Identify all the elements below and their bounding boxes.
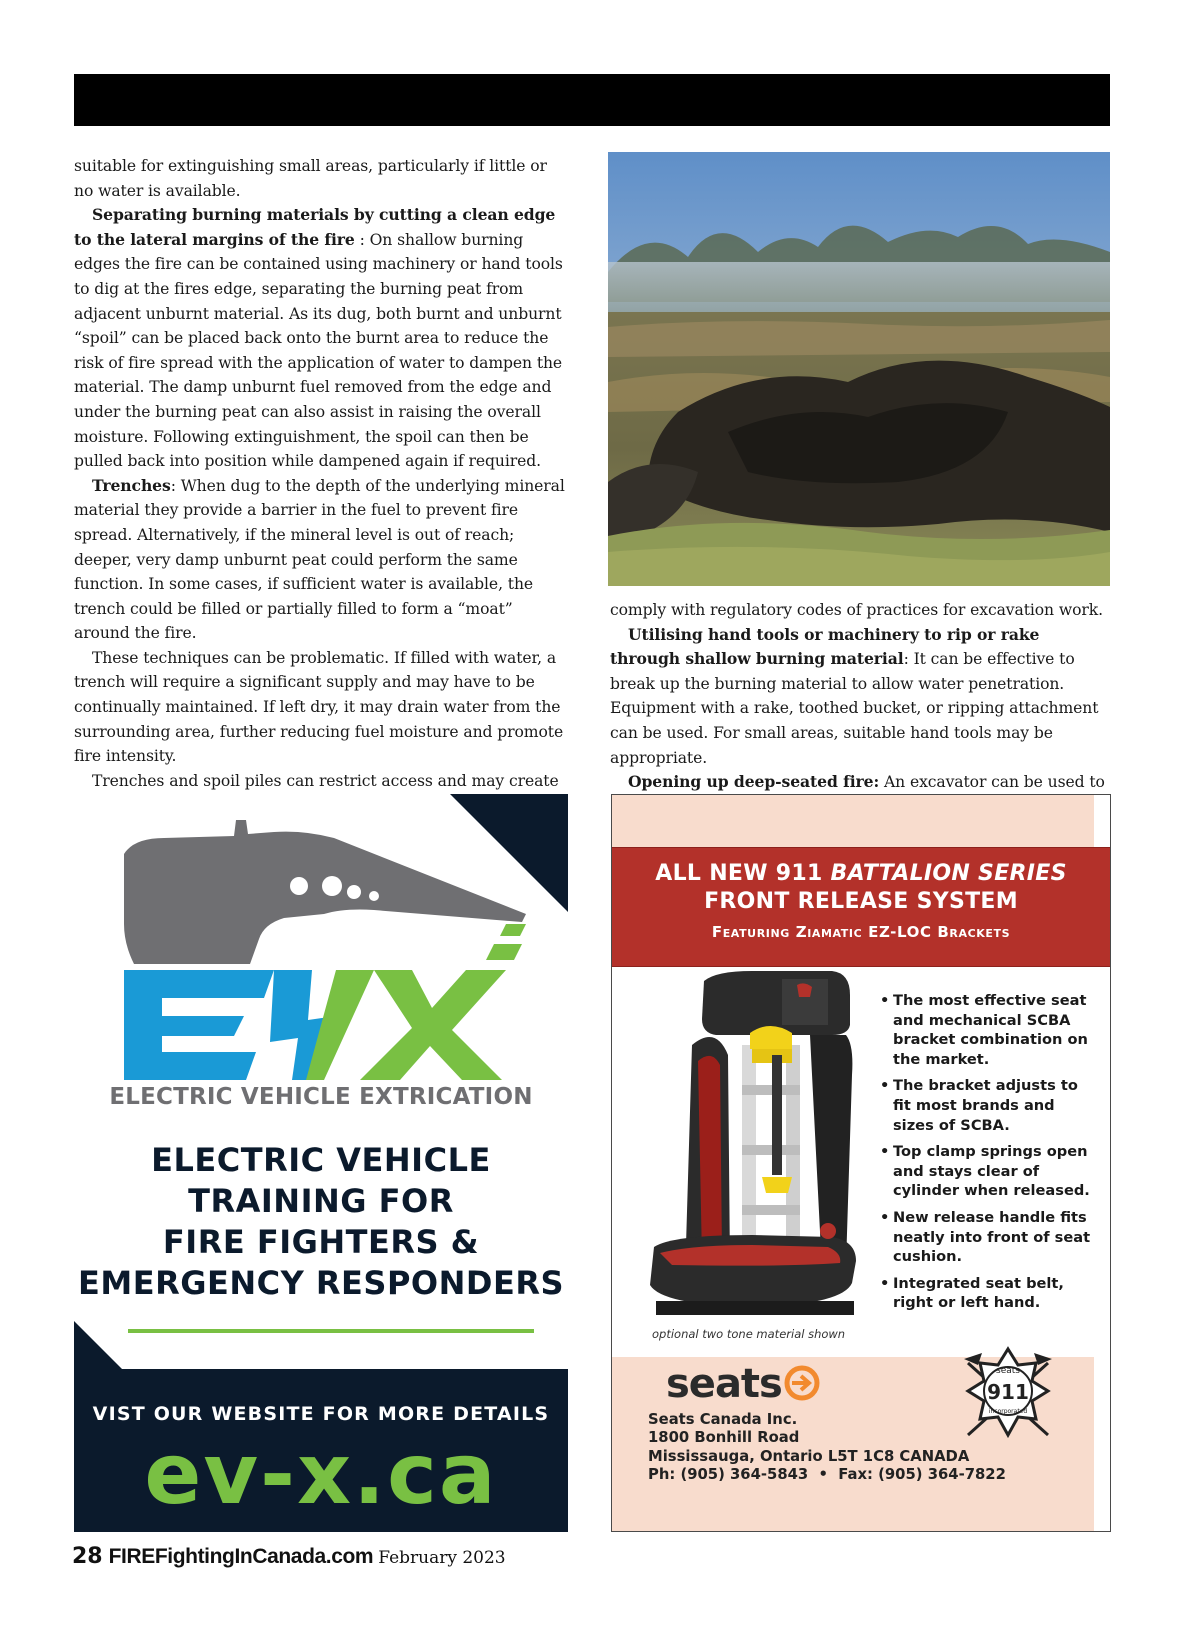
feature-item: • Top clamp springs open and stays clear of cylinder when released.	[880, 1142, 1100, 1201]
feature-item: • Integrated seat belt, right or left hand.	[880, 1274, 1100, 1313]
paragraph	[74, 474, 566, 646]
badge-bottom-text: incorporated	[988, 1408, 1028, 1415]
evx-logo	[74, 794, 568, 1084]
paragraph-lead: Trenches	[92, 475, 171, 495]
headline-line: FIRE FIGHTERS &	[162, 1223, 480, 1261]
headline-line: EMERGENCY RESPONDERS	[78, 1264, 564, 1302]
paragraph-text: : It can be effective to break up the burning material to allow water penetration. Equipment with a rake, toothed bucket, or ripping attachment can be used. For small areas, suitable hand tools may be appropriate.	[610, 650, 1099, 767]
evx-advertisement[interactable]	[74, 794, 568, 1532]
address-line: Seats Canada Inc.	[648, 1411, 798, 1428]
seats-advertisement[interactable]	[611, 794, 1111, 1532]
paragraph: These techniques can be problematic. If filled with water, a trench will require a significant supply and may have to be continually maintained. If left dry, it may drain water from the surrounding area, further reducing fuel moisture and promote fire intensity.	[74, 648, 564, 766]
photo-illustration	[608, 152, 1110, 586]
article-left-column	[74, 154, 566, 843]
banner-line-2: FRONT RELEASE SYSTEM	[704, 889, 1018, 914]
divider	[128, 1329, 534, 1333]
issue-date: February 2023	[378, 1548, 506, 1568]
article-right-column	[610, 598, 1110, 795]
corner-decoration	[74, 1321, 122, 1369]
arrow-circle-icon	[784, 1365, 820, 1401]
feature-item: • New release handle fits neatly into front of seat cushion.	[880, 1208, 1100, 1267]
banner-text: ALL NEW 911	[655, 861, 831, 886]
badge-top-text: seats	[996, 1366, 1020, 1376]
contact-line: Ph: (905) 364-5843 • Fax: (905) 364-7822	[648, 1466, 1006, 1484]
headline-line: TRAINING FOR	[188, 1182, 454, 1220]
paragraph-text: : On shallow burning edges the fire can be contained using machinery or hand tools to dig at the fires edge, separating the burning peat from adjacent unburnt material. As its dug, both burnt and unburnt “spoil” can be placed back onto the burnt area to reduce the risk of fire spread with the application of water to dampen the material. The damp unburnt fuel removed from the edge and under the burning peat can also assist in raising the overall moisture. Following extinguishment, the spoil can then be pulled back into position while dampened again if required.	[74, 230, 563, 471]
headline-line: ELECTRIC VEHICLE	[151, 1141, 491, 1179]
feature-item: • The bracket adjusts to fit most brands and sizes of SCBA.	[880, 1076, 1100, 1135]
header-bar	[74, 74, 1110, 126]
banner-line-1	[612, 861, 1110, 886]
address-line: 1800 Bonhill Road	[648, 1429, 800, 1447]
image-caption: optional two tone material shown	[652, 1327, 846, 1341]
paragraph-text: : When dug to the depth of the underlying mineral material they provide a barrier in the fuel to prevent fire spread. Alternatively, if the mineral level is out of reach; deeper, very damp unburnt peat could perform the same function. In some cases, if sufficient water is available, the trench could be filled or partially filled to form a “moat” around the fire.	[74, 476, 565, 643]
feature-list	[880, 991, 1100, 1320]
evx-website-link[interactable]: ev-x.ca	[144, 1425, 498, 1523]
evx-visit-text: VIST OUR WEBSITE FOR MORE DETAILS	[92, 1403, 550, 1425]
paragraph	[610, 623, 1110, 771]
paragraph: comply with regulatory codes of practices for excavation work.	[610, 601, 1103, 619]
paragraph	[74, 203, 566, 474]
paragraph-lead: Utilising hand tools or machinery to rip or rake through shallow burning material	[610, 624, 1040, 669]
company-address	[648, 1411, 1006, 1485]
site-name[interactable]: FIREFightingInCanada.com	[108, 1545, 374, 1568]
paragraph: suitable for extinguishing small areas, particularly if little or no water is available.	[74, 157, 547, 200]
logo-text: seats	[666, 1361, 782, 1407]
paragraph: Trenches and spoil piles can restrict access and may create	[92, 771, 559, 790]
page-number: 28	[72, 1544, 103, 1569]
paragraph-lead: Opening up deep-seated fire:	[628, 772, 880, 792]
seats-logo	[666, 1361, 820, 1407]
address-line: Mississauga, Ontario L5T 1C8 CANADA	[648, 1447, 970, 1465]
peat-fire-photo	[608, 152, 1110, 586]
evx-headline	[74, 1140, 568, 1304]
banner-line-3: Featuring Ziamatic EZ-LOC Brackets	[711, 923, 1011, 941]
paragraph-text: An excavator can be used to	[879, 773, 1105, 792]
evx-subtitle: ELECTRIC VEHICLE EXTRICATION	[109, 1084, 533, 1110]
page-footer	[72, 1544, 506, 1569]
paragraph	[610, 770, 1110, 795]
badge-mid-text: 911	[987, 1380, 1029, 1404]
paragraph-lead: Separating burning materials by cutting a clean edge to the lateral margins of the fire	[74, 205, 556, 249]
banner-text-italic: BATTALION SERIES	[830, 861, 1067, 886]
scba-seat-image	[632, 965, 868, 1323]
feature-item: • The most effective seat and mechanical SCBA bracket combination on the market.	[880, 991, 1100, 1069]
